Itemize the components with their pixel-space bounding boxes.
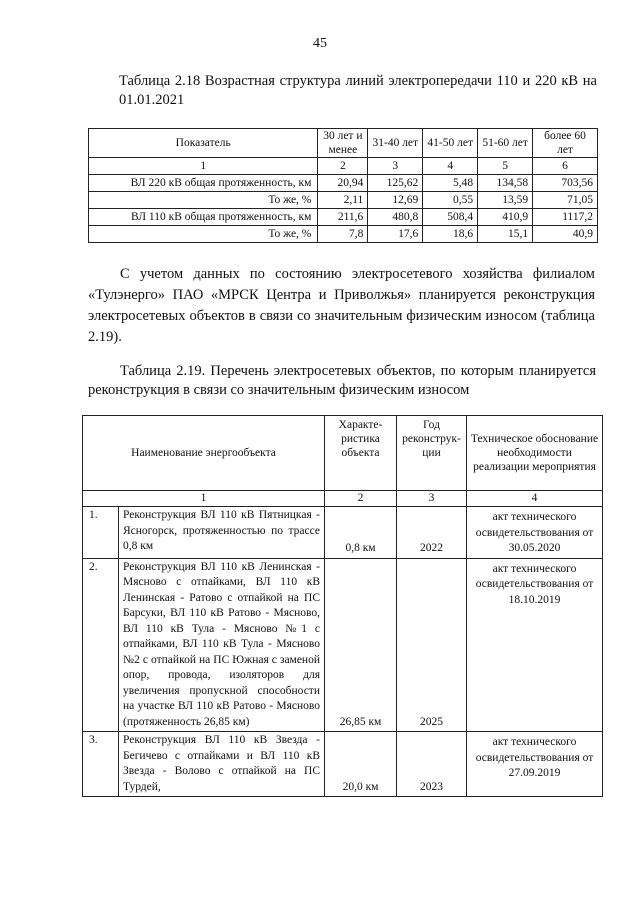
col-number: 2 bbox=[325, 491, 397, 507]
col-number: 6 bbox=[533, 158, 598, 175]
cell-value: 0,55 bbox=[423, 192, 478, 209]
col-number: 1 bbox=[83, 491, 325, 507]
cell-value: 2,11 bbox=[318, 192, 368, 209]
technical-justification: акт технического освидетельствования от 27.09.2019 bbox=[467, 732, 603, 797]
table-row bbox=[83, 507, 603, 559]
cell-value: 17,6 bbox=[368, 226, 423, 243]
header-over-60: более 60 лет bbox=[533, 129, 598, 158]
object-name: Реконструкция ВЛ 110 кВ Ленинская - Мясново с отпайками, ВЛ 110 кВ Ленинская - Ратово с отпайкой на ПС Барсуки, ВЛ 110 кВ Ратово - Мясново, ВЛ 110 кВ Тула - Мясново №1 с отпайками, ВЛ 110 кВ Тула - Мясново №2 с отпайкой на ПС Южная с заменой опор, провода, изоляторов для увеличения пропускной способности на участке ВЛ 110 кВ Ратово - Мясново (протяженность 26,85 км) bbox=[119, 558, 325, 732]
technical-justification: акт технического освидетельствования от 30.05.2020 bbox=[467, 507, 603, 559]
header-object-name: Наименование энергообъекта bbox=[83, 416, 325, 491]
cell-value: 40,9 bbox=[533, 226, 598, 243]
cell-value: 410,9 bbox=[478, 209, 533, 226]
object-characteristic: 20,0 км bbox=[325, 732, 397, 797]
object-name: Реконструкция ВЛ 110 кВ Звезда - Бегичево с отпайками и ВЛ 110 кВ Звезда - Волово с отпайкой на ПС Турдей, bbox=[119, 732, 325, 797]
cell-value: 7,8 bbox=[318, 226, 368, 243]
page-number: 45 bbox=[313, 36, 327, 51]
row-label: То же, % bbox=[89, 192, 318, 209]
header-30-and-less: 30 лет и менее bbox=[318, 129, 368, 158]
reconstruction-table bbox=[82, 415, 603, 797]
cell-value: 134,58 bbox=[478, 175, 533, 192]
object-name: Реконструкция ВЛ 110 кВ Пятницкая - Ясногорск, протяженностью по трассе 0,8 км bbox=[119, 507, 325, 559]
col-number: 3 bbox=[397, 491, 467, 507]
row-label: То же, % bbox=[89, 226, 318, 243]
cell-value: 480,8 bbox=[368, 209, 423, 226]
body-paragraph: С учетом данных по состоянию электросетевого хозяйства филиалом «Тулэнерго» ПАО «МРСК Центра и Приволжья» планируется реконструкция электросетевых объектов в связи со значительным физическим износом (таблица 2.19). bbox=[88, 266, 595, 345]
row-label: ВЛ 220 кВ общая протяженность, км bbox=[89, 175, 318, 192]
cell-value: 13,59 bbox=[478, 192, 533, 209]
cell-value: 1117,2 bbox=[533, 209, 598, 226]
table-row bbox=[83, 558, 603, 732]
header-year: Год реконструк-ции bbox=[397, 416, 467, 491]
cell-value: 12,69 bbox=[368, 192, 423, 209]
cell-value: 71,05 bbox=[533, 192, 598, 209]
cell-value: 125,62 bbox=[368, 175, 423, 192]
cell-value: 15,1 bbox=[478, 226, 533, 243]
col-number: 4 bbox=[467, 491, 603, 507]
row-label: ВЛ 110 кВ общая протяженность, км bbox=[89, 209, 318, 226]
reconstruction-year: 2025 bbox=[397, 558, 467, 732]
reconstruction-year: 2023 bbox=[397, 732, 467, 797]
header-51-60: 51-60 лет bbox=[478, 129, 533, 158]
col-number: 3 bbox=[368, 158, 423, 175]
row-index: 1. bbox=[83, 507, 119, 559]
cell-value: 5,48 bbox=[423, 175, 478, 192]
row-index: 3. bbox=[83, 732, 119, 797]
technical-justification: акт технического освидетельствования от 18.10.2019 bbox=[467, 558, 603, 732]
cell-value: 703,56 bbox=[533, 175, 598, 192]
reconstruction-year: 2022 bbox=[397, 507, 467, 559]
header-31-40: 31-40 лет bbox=[368, 129, 423, 158]
col-number: 4 bbox=[423, 158, 478, 175]
header-indicator: Показатель bbox=[89, 129, 318, 158]
cell-value: 211,6 bbox=[318, 209, 368, 226]
header-justification: Техническое обоснование необходимости реализации мероприятия bbox=[467, 416, 603, 491]
object-characteristic: 0,8 км bbox=[325, 507, 397, 559]
cell-value: 508,4 bbox=[423, 209, 478, 226]
col-number: 2 bbox=[318, 158, 368, 175]
row-index: 2. bbox=[83, 558, 119, 732]
table-row bbox=[83, 732, 603, 797]
col-number: 5 bbox=[478, 158, 533, 175]
header-41-50: 41-50 лет bbox=[423, 129, 478, 158]
cell-value: 18,6 bbox=[423, 226, 478, 243]
table1-caption-text: Таблица 2.18 Возрастная структура линий электропередачи 110 и 220 кВ на 01.01.2021 bbox=[119, 73, 597, 108]
cell-value: 20,94 bbox=[318, 175, 368, 192]
object-characteristic: 26,85 км bbox=[325, 558, 397, 732]
table2-caption: Таблица 2.19. Перечень электросетевых объектов, по которым планируется реконструкция в связи со значительным физическим износом bbox=[88, 363, 596, 398]
header-characteristic: Характе-ристика объекта bbox=[325, 416, 397, 491]
col-number: 1 bbox=[89, 158, 318, 175]
